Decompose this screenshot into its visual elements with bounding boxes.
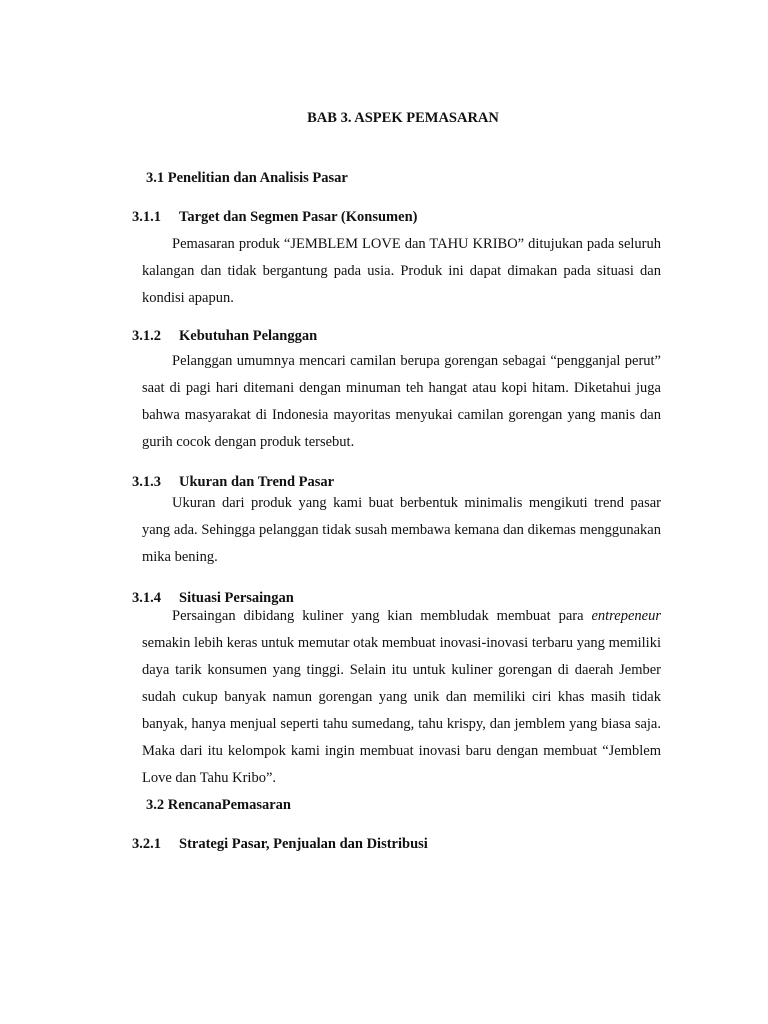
paragraph-3-1-3: Ukuran dari produk yang kami buat berbentuk minimalis mengikuti trend pasar yang ada. Sehingga pelanggan tidak susah membawa kemana dan dikemas menggunakan mika bening. xyxy=(142,495,661,565)
subsection-number: 3.1.4 xyxy=(132,590,161,606)
subsection-heading-3-1-1 xyxy=(132,209,417,226)
subsection-title: Strategi Pasar, Penjualan dan Distribusi xyxy=(179,836,428,852)
subsection-number: 3.1.3 xyxy=(132,474,161,490)
subsection-title: Target dan Segmen Pasar (Konsumen) xyxy=(179,209,418,225)
subsection-heading-3-1-3 xyxy=(132,474,334,491)
italic-term: entrepeneur xyxy=(591,608,661,624)
paragraph-3-1-2: Pelanggan umumnya mencari camilan berupa gorengan sebagai “pengganjal perut” saat di pagi hari ditemani dengan minuman teh hangat atau kopi hitam. Diketahui juga bahwa masyarakat di Indonesia mayoritas menyukai camilan gorengan yang manis dan gurih cocok dengan produk tersebut. xyxy=(142,353,661,450)
subsection-title: Ukuran dan Trend Pasar xyxy=(179,474,335,490)
subsection-heading-3-1-2 xyxy=(132,328,317,345)
subsection-number: 3.2.1 xyxy=(132,836,161,852)
subsection-number: 3.1.1 xyxy=(132,209,161,225)
subsection-title: Kebutuhan Pelanggan xyxy=(179,328,318,344)
paragraph-text: Persaingan dibidang kuliner yang kian membludak membuat para xyxy=(172,608,592,624)
paragraph-3-1-4 xyxy=(142,603,661,792)
section-heading-3-1: 3.1 Penelitian dan Analisis Pasar xyxy=(146,170,348,186)
paragraph-3-1-1: Pemasaran produk “JEMBLEM LOVE dan TAHU KRIBO” ditujukan pada seluruh kalangan dan tidak bergantung pada usia. Produk ini dapat dimakan pada situasi dan kondisi apapun. xyxy=(142,236,661,306)
subsection-number: 3.1.2 xyxy=(132,328,161,344)
subsection-heading-3-2-1 xyxy=(132,836,428,853)
chapter-title: BAB 3. ASPEK PEMASARAN xyxy=(307,110,499,126)
subsection-title: Situasi Persaingan xyxy=(179,590,294,606)
section-heading-3-2: 3.2 RencanaPemasaran xyxy=(146,797,291,813)
paragraph-text: semakin lebih keras untuk memutar otak membuat inovasi-inovasi terbaru yang memiliki daya tarik konsumen yang tinggi. Selain itu untuk kuliner gorengan di daerah Jember sudah cukup banyak namun gorengan yang unik dan memiliki ciri khas masih tidak banyak, hanya menjual seperti tahu sumedang, tahu krispy, dan jemblem yang biasa saja. Maka dari itu kelompok kami ingin membuat inovasi baru dengan membuat “Jemblem Love dan Tahu Kribo”. xyxy=(142,635,661,786)
